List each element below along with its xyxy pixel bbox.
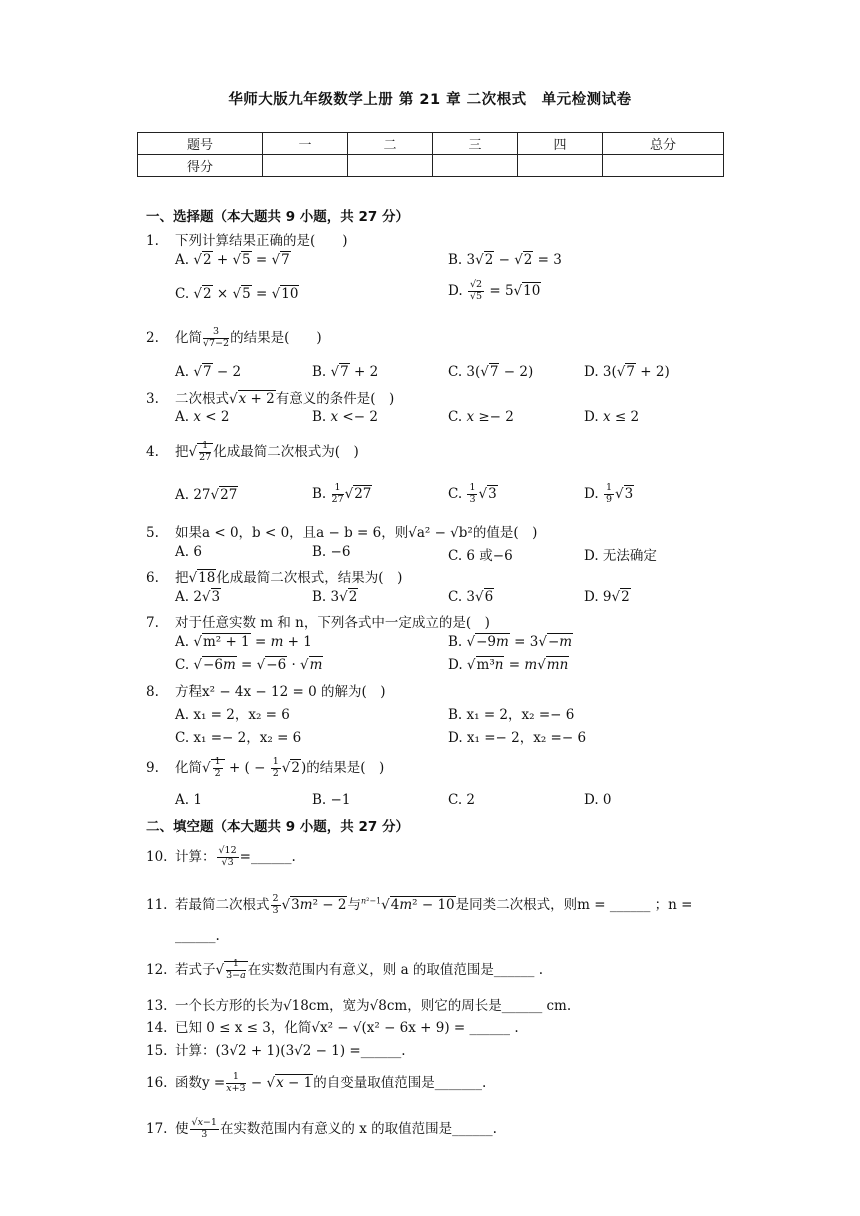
- question-17: 17. 使 $\frac{√x-1}{3}$ 在实数范围内有意义的 x 的取值范围是______.: [146, 1117, 497, 1140]
- score-cell[interactable]: [603, 155, 724, 177]
- q1-option-a: A. √2 + √5 = √7: [175, 252, 290, 268]
- q8-option-b: B. x₁ = 2，x₂ =− 6: [448, 707, 575, 723]
- score-cell[interactable]: [433, 155, 518, 177]
- question-2: 2. 化简 $\frac{3}{√7-2}$ 的结果是( ): [146, 326, 322, 349]
- q3-option-b: B. x <− 2: [312, 409, 378, 425]
- question-7: 7. 对于任意实数 m 和 n，下列各式中一定成立的是( ): [146, 615, 490, 631]
- q7-option-a: A. √m² + 1 = m + 1: [175, 634, 312, 650]
- q9-option-a: A. 1: [175, 792, 202, 808]
- question-13: 13. 一个长方形的长为√18cm，宽为√8cm，则它的周长是______ cm.: [146, 998, 572, 1014]
- q3-option-c: C. x ≥− 2: [448, 409, 514, 425]
- q2-option-c: C. 3(√7 − 2): [448, 364, 534, 380]
- score-table-header-row: [138, 133, 724, 155]
- question-3: 3. 二次根式√x + 2有意义的条件是( ): [146, 391, 395, 407]
- q4-option-a: A. 27√27: [175, 487, 238, 503]
- question-16: 16. 函数y = $\frac{1}{x+3}$ − √x − 1的自变量取值范围是_______.: [146, 1071, 487, 1094]
- q7-option-c: C. √−6m = √−6 · √m: [175, 657, 323, 673]
- page-title: 华师大版九年级数学上册 第 21 章 二次根式 单元检测试卷: [228, 92, 632, 108]
- q8-option-a: A. x₁ = 2，x₂ = 6: [175, 707, 290, 723]
- q7-option-b: B. √−9m = 3√−m: [448, 634, 573, 650]
- question-12: 12. 若式子√ $\frac{1}{3-a}$ 在实数范围内有意义，则 a 的取值范围是______ .: [146, 958, 544, 981]
- q7-option-d: D. √m³n = m√mn: [448, 657, 569, 673]
- score-table: [137, 132, 724, 177]
- q6-option-c: C. 3√6: [448, 589, 494, 605]
- q5-option-b: B. −6: [312, 544, 351, 560]
- question-4: 4. 把√ $\frac{1}{27}$ 化成最简二次根式为( ): [146, 440, 359, 463]
- score-cell[interactable]: [518, 155, 603, 177]
- q6-option-b: B. 3√2: [312, 589, 358, 605]
- q9-option-c: C. 2: [448, 792, 476, 808]
- q9-option-d: D. 0: [584, 792, 612, 808]
- question-15: 15. 计算：(3√2 + 1)(3√2 − 1) =______.: [146, 1043, 406, 1059]
- q1-option-c: C. √2 × √5 = √10: [175, 286, 299, 302]
- section-choice-heading: 一、选择题（本大题共 9 小题，共 27 分）: [146, 209, 409, 225]
- question-5: 5. 如果a < 0，b < 0，且a − b = 6，则√a² − √b²的值是( ): [146, 525, 538, 541]
- q6-option-a: A. 2√3: [175, 589, 221, 605]
- q2-option-b: B. √7 + 2: [312, 364, 379, 380]
- q5-option-c: C. 6 或−6: [448, 548, 513, 564]
- header-cell: 题号: [138, 133, 263, 155]
- score-cell[interactable]: [348, 155, 433, 177]
- q1-option-b: B. 3√2 − √2 = 3: [448, 252, 562, 268]
- q3-option-a: A. x < 2: [175, 409, 230, 425]
- question-11: 11. 若最简二次根式 $\frac{2}{3}$ √3m² − 2与$^{n^2-1}$√4m² − 10是同类二次根式，则m = ______ ；n =: [146, 893, 693, 916]
- header-cell: 三: [433, 133, 518, 155]
- question-8: 8. 方程x² − 4x − 12 = 0 的解为( ): [146, 684, 386, 700]
- question-6: 6. 把√18化成最简二次根式，结果为( ): [146, 570, 403, 586]
- question-1: 1. 下列计算结果正确的是( ): [146, 233, 348, 249]
- q3-option-d: D. x ≤ 2: [584, 409, 640, 425]
- q9-option-b: B. −1: [312, 792, 351, 808]
- q8-option-c: C. x₁ =− 2，x₂ = 6: [175, 730, 302, 746]
- score-table-row: [138, 155, 724, 177]
- q5-option-a: A. 6: [175, 544, 202, 560]
- question-9: 9. 化简√ $\frac{1}{2}$ + ( − $\frac{1}{2}$ √2)的结果是( ): [146, 756, 385, 779]
- q4-option-c: C. $\frac{1}{3}$ √3: [448, 482, 497, 505]
- q2-option-d: D. 3(√7 + 2): [584, 364, 670, 380]
- header-cell: 一: [263, 133, 348, 155]
- q1-option-d: D. $\frac{√2}{√5}$ = 5√10: [448, 279, 541, 302]
- q4-option-b: B. $\frac{1}{27}$ √27: [312, 482, 372, 505]
- header-cell: 总分: [603, 133, 724, 155]
- question-14: 14. 已知 0 ≤ x ≤ 3，化简√x² − √(x² − 6x + 9) = ______ .: [146, 1020, 519, 1036]
- header-cell: 二: [348, 133, 433, 155]
- section-fill-heading: 二、填空题（本大题共 9 小题，共 27 分）: [146, 819, 409, 835]
- score-cell[interactable]: [263, 155, 348, 177]
- row-label: 得分: [138, 155, 263, 177]
- header-cell: 四: [518, 133, 603, 155]
- q4-option-d: D. $\frac{1}{9}$ √3: [584, 482, 634, 505]
- question-10: 10. 计算： $\frac{√12}{√3}$ =______.: [146, 845, 296, 868]
- q5-option-d: D. 无法确定: [584, 548, 657, 564]
- q6-option-d: D. 9√2: [584, 589, 630, 605]
- question-11-continued: ______.: [175, 928, 220, 944]
- q8-option-d: D. x₁ =− 2，x₂ =− 6: [448, 730, 587, 746]
- q2-option-a: A. √7 − 2: [175, 364, 242, 380]
